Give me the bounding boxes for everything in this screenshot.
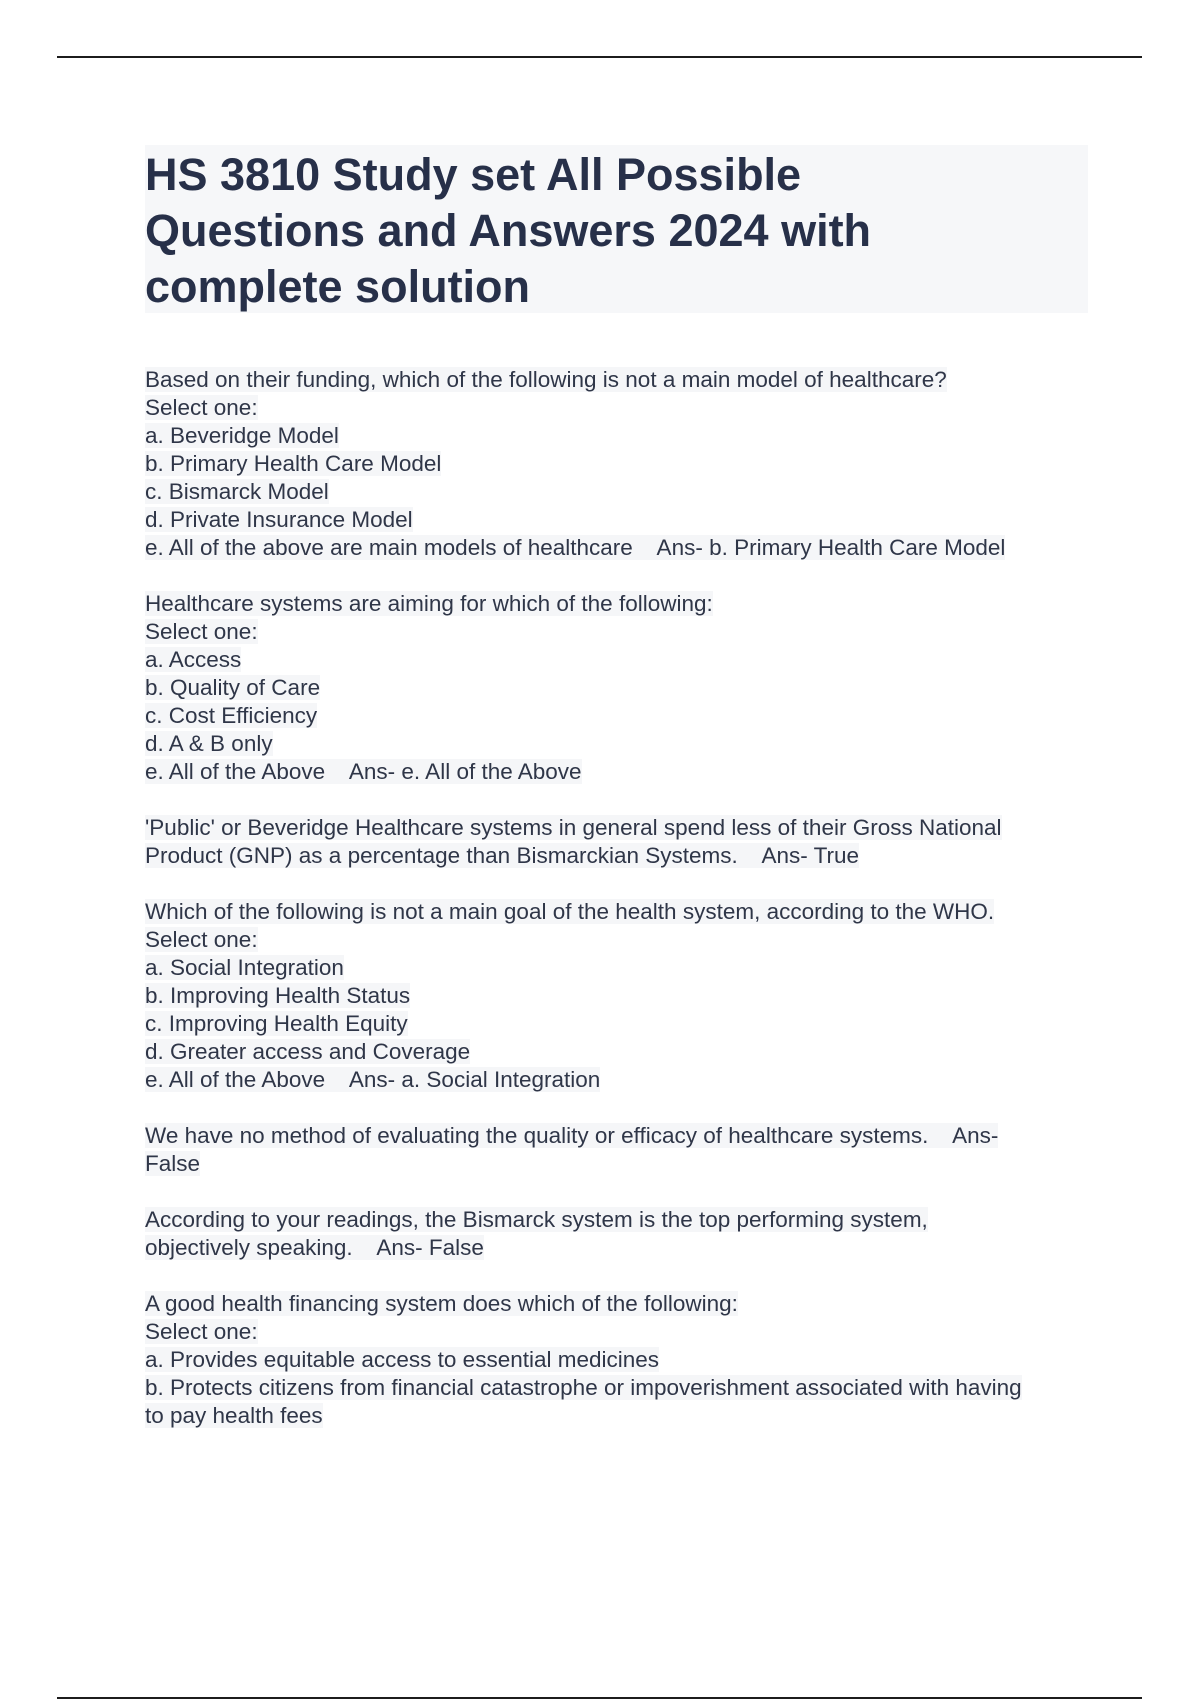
question-block-3	[145, 814, 1095, 870]
question-text: 'Public' or Beveridge Healthcare systems in general spend less of their Gross National	[145, 815, 1002, 840]
question-text: We have no method of evaluating the quality or efficacy of healthcare systems. Ans-	[145, 1123, 999, 1148]
option-e-with-answer: e. All of the Above Ans- e. All of the Above	[145, 759, 582, 784]
question-text: Which of the following is not a main goal of the health system, according to the WHO.	[145, 899, 995, 924]
option-d: d. A & B only	[145, 731, 273, 756]
option-a: a. Access	[145, 647, 242, 672]
select-one-label: Select one:	[145, 619, 258, 644]
option-c: c. Cost Efficiency	[145, 703, 318, 728]
option-b: b. Primary Health Care Model	[145, 451, 442, 476]
option-d: d. Greater access and Coverage	[145, 1039, 471, 1064]
option-c: c. Improving Health Equity	[145, 1011, 408, 1036]
option-e-with-answer: e. All of the Above Ans- a. Social Integration	[145, 1067, 601, 1092]
answer-text: False	[145, 1151, 201, 1176]
question-text: According to your readings, the Bismarck system is the top performing system,	[145, 1207, 928, 1232]
select-one-label: Select one:	[145, 395, 258, 420]
option-d: d. Private Insurance Model	[145, 507, 413, 532]
question-block-4	[145, 898, 1095, 1094]
footer-rule	[57, 1697, 1142, 1699]
question-block-6	[145, 1206, 1095, 1262]
select-one-label: Select one:	[145, 1319, 258, 1344]
question-block-7	[145, 1290, 1095, 1430]
question-block-2	[145, 590, 1095, 786]
option-c: c. Bismarck Model	[145, 479, 329, 504]
title-block	[145, 145, 1088, 313]
question-text: Healthcare systems are aiming for which of the following:	[145, 591, 713, 616]
question-block-1	[145, 366, 1095, 562]
option-b: b. Improving Health Status	[145, 983, 411, 1008]
option-a: a. Social Integration	[145, 955, 344, 980]
option-e-with-answer: e. All of the above are main models of healthcare Ans- b. Primary Health Care Model	[145, 535, 1006, 560]
question-block-5	[145, 1122, 1095, 1178]
header-rule	[57, 56, 1142, 58]
option-a: a. Provides equitable access to essential medicines	[145, 1347, 660, 1372]
option-a: a. Beveridge Model	[145, 423, 339, 448]
question-text-with-answer: Product (GNP) as a percentage than Bismarckian Systems. Ans- True	[145, 843, 860, 868]
option-b: b. Protects citizens from financial catastrophe or impoverishment associated with having	[145, 1375, 1022, 1400]
question-text-with-answer: objectively speaking. Ans- False	[145, 1235, 484, 1260]
document-title: HS 3810 Study set All Possible Questions and Answers 2024 with complete solution	[145, 149, 872, 312]
option-b: b. Quality of Care	[145, 675, 321, 700]
question-text: Based on their funding, which of the following is not a main model of healthcare?	[145, 367, 947, 392]
select-one-label: Select one:	[145, 927, 258, 952]
question-text: A good health financing system does which of the following:	[145, 1291, 738, 1316]
option-b-continued: to pay health fees	[145, 1403, 323, 1428]
questions-container	[145, 366, 1095, 1458]
